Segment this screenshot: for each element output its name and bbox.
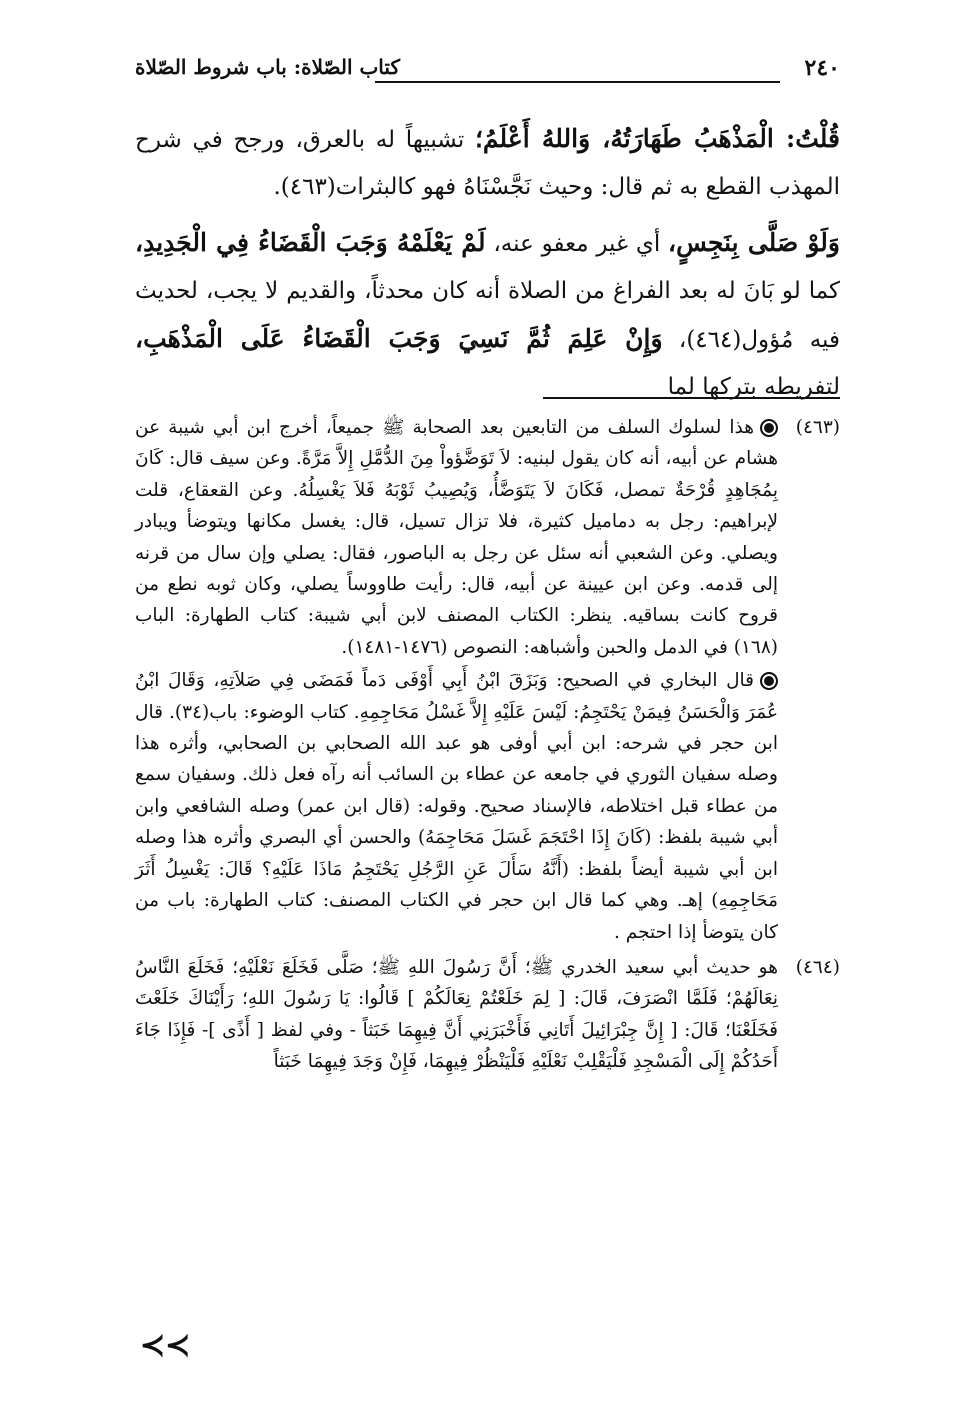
footnote-text: قال البخاري في الصحيح: وَبَزَقَ ابْنُ أَبِي أَوْفَى دَماً فَمَضَى فِي صَلاَتِهِ، وَقَالَ ابْنُ عُمَرَ وَالْحَسَنُ فِيمَنْ يَحْتَجِمُ: لَيْسَ عَلَيْهِ إِلاَّ غَسْلُ مَحَاجِمِهِ. كتاب الوضوء: باب(٣٤). قال ابن حجر في شرحه: ابن أبي أوفى هو عبد الله الصحابي بن الصحابي، وأثره هذا وصله سفيان الثوري في جامعه عن عطاء بن السائب أنه رآه فعل ذلك. وسفيان سمع من عطاء قبل اختلاطه، فالإسناد صحيح. وقوله: (قال ابن عمر) وصله الشافعي وابن أبي شيبة بلفظ: (كَانَ إِذَا احْتَجَمَ غَسَلَ مَحَاجِمَهُ) والحسن أي البصري وأثره هذا وصله ابن أبي شيبة أيضاً بلفظ: (أَنَّهُ سَأَلَ عَنِ الرَّجُلِ يَحْتَجِمُ مَاذَا عَلَيْهِ؟ قَالَ: يَغْسِلُ أَثَرَ مَحَاجِمِهِ) إهـ. وهي كما قال ابن حجر في الكتاب المصنف: كتاب الطهارة: باب من كان يتوضأ إذا احتجم . [135,670,778,943]
commentary-text: تشبيهاً له بالعرق، ورجح في شرح المهذب القطع به ثم قال: وحيث نَجَّسْنَاهُ فهو كالبثرات(٤٦٣). [135,127,840,200]
continue-mark: ≺≺ [140,1328,191,1363]
matn-text: قُلْتُ: الْمَذْهَبُ طَهَارَتُهُ، وَاللهُ أَعْلَمُ؛ [474,124,840,153]
matn-text: وَإِنْ عَلِمَ ثُمَّ نَسِيَ وَجَبَ الْقَضَاءُ عَلَى الْمَذْهَبِ، [135,324,663,353]
page-header [135,55,840,89]
main-paragraph [135,219,840,411]
footnote-464 [135,952,840,1078]
bullet-icon [760,419,778,437]
main-text [135,115,840,411]
footnote-paragraph [135,412,778,663]
header-rule [375,81,780,83]
main-paragraph [135,115,840,211]
page-number: ٢٤٠ [804,55,840,81]
footnote-text: هو حديث أبي سعيد الخدري ﷺ؛ أَنَّ رَسُولَ اللهِ ﷺ؛ صَلَّى فَخَلَعَ نَعْلَيْهِ؛ فَخَلَعَ النَّاسُ نِعَالَهُمْ؛ فَلَمَّا انْصَرَفَ، قَالَ: [ لِمَ خَلَعْتُمْ نِعَالَكُمْ ] قَالُوا: يَا رَسُولَ اللهِ؛ رَأَيْنَاكَ خَلَعْتَ فَخَلَعْنَا؛ قَالَ: [ إِنَّ جِبْرَائِيلَ أَتَانِي فَأَخْبَرَنِي أَنَّ فِيهِمَا خَبَثاً - وفي لفظ [ أَذًى ]- فَإِذَا جَاءَ أَحَدُكُمْ إِلَى الْمَسْجِدِ فَلْيَقْلِبْ نَعْلَيْهِ فَلْيَنْظُرْ فِيهِمَا، فَإِنْ وَجَدَ فِيهِمَا خَبَثاً [135,956,778,1073]
footnote-number: (٤٦٣) [795,417,840,438]
footnote-text: هذا لسلوك السلف من التابعين بعد الصحابة ﷺ جميعاً، أخرج ابن أبي شيبة عن هشام عن أبيه، أنه كان يقول لبنيه: لاَ تَوَضَّؤواْ مِنَ الدُّمَّلِ إِلاَّ مَرَّةً. وعن سيف قال: كَانَ بِمُجَاهِدٍ قُرْحَةٌ تمصل، فَكَانَ لاَ يَتَوَضَّأُ، وَيُصِيبُ ثَوْبَهُ فَلاَ يَغْسِلُهُ. وعن القعقاع، قلت لإبراهيم: رجل به دماميل كثيرة، فلا تزال تسيل، قال: يغسل مكانها ويتوضأ ويبادر ويصلي. وعن الشعبي أنه سئل عن رجل به الباصور، فقال: يصلي وإن سال من قرنه إلى قدمه. وعن ابن عيينة عن أبيه، قال: رأيت طاووساً يصلي، وكان ثوبه نطع من قروح كانت بساقيه. ينظر: الكتاب المصنف لابن أبي شيبة: كتاب الطهارة: الباب (١٦٨) في الدمل والحبن وأشباهه: النصوص (١٤٧٦-١٤٨١). [135,417,778,658]
footnote-separator [543,397,840,399]
footnotes [135,412,840,1078]
footnote-body [135,952,778,1078]
running-title: كتاب الصّلاة: باب شروط الصّلاة [135,55,400,79]
footnote-body [135,412,778,948]
matn-text: لَمْ يَعْلَمْهُ وَجَبَ الْقَضَاءُ فِي الْجَدِيدِ، [135,228,486,257]
footnote-paragraph [135,952,778,1078]
footnote-463 [135,412,840,948]
commentary-text: كما لو بَانَ له بعد الفراغ من الصلاة أنه كان محدثاً، والقديم لا يجب، لحديث فيه مُؤول(٤٦٤)، [135,278,840,353]
bullet-icon [760,672,778,690]
commentary-text: لتفريطه بتركها لما [667,374,840,400]
footnote-paragraph [135,665,778,948]
commentary-text: أي غير معفو عنه، [485,231,669,257]
footnote-number: (٤٦٤) [795,956,840,978]
matn-text: وَلَوْ صَلَّى بِنَجِسٍ، [668,228,840,257]
